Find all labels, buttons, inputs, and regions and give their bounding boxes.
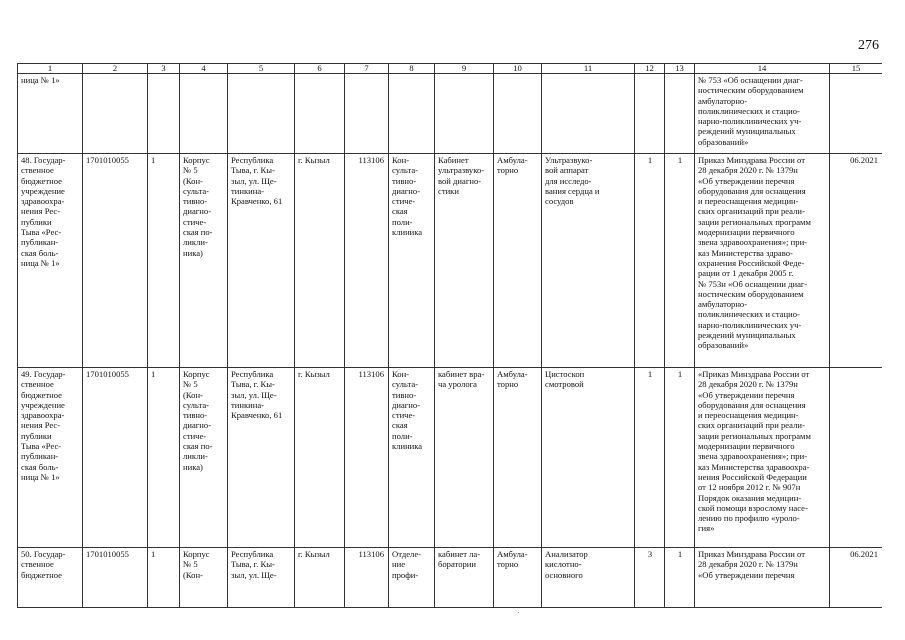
scan-speck bbox=[518, 612, 519, 613]
column-number: 10 bbox=[494, 64, 542, 74]
code-cell: 1701010055 bbox=[83, 548, 148, 608]
city-cell bbox=[295, 74, 345, 154]
equipment-cell bbox=[542, 74, 635, 154]
oktmo-cell: 113106 bbox=[345, 154, 389, 368]
oktmo-cell bbox=[345, 74, 389, 154]
page-number: 276 bbox=[858, 38, 879, 53]
column-number: 13 bbox=[665, 64, 695, 74]
code-cell: 1701010055 bbox=[83, 368, 148, 548]
column-number: 14 bbox=[695, 64, 830, 74]
column-number: 1 bbox=[18, 64, 83, 74]
address-cell: Республика Тыва, г. Кы- зыл, ул. Ще- тинкина- Кравченко, 61 bbox=[228, 368, 295, 548]
column-number: 2 bbox=[83, 64, 148, 74]
date-cell: 06.2021 bbox=[830, 154, 883, 368]
equipment-table-container bbox=[17, 63, 882, 640]
column-number-row bbox=[18, 64, 883, 74]
qty-cell: 1 bbox=[635, 154, 665, 368]
col3-cell: 1 bbox=[148, 154, 180, 368]
column-number: 15 bbox=[830, 64, 883, 74]
date-cell bbox=[830, 368, 883, 548]
care-type-cell: Амбула- торно bbox=[494, 368, 542, 548]
equipment-cell: Ультразвуко- вой аппарат для исследо- вания сердца и сосудов bbox=[542, 154, 635, 368]
legal-basis-cell: № 753 «Об оснащении диаг- ностическим оборудованием амбулаторно- поликлинических и стацио- нарно-поликлинических уч- реждений муниципальных образований» bbox=[695, 74, 830, 154]
building-cell: Корпус № 5 (Кон- сульта- тивно- диагно- стиче- ская по- ликли- ника) bbox=[180, 154, 228, 368]
column-number: 4 bbox=[180, 64, 228, 74]
legal-basis-cell: Приказ Минздрава России от 28 декабря 2020 г. № 1379н «Об утверждении перечня оборудования для оснащения и переоснащения медицин- ских организаций при реали- зации региональных программ модернизации первичного звена здравоохранения»; при- каз Министерства здраво- охранения Российской Феде- рации от 1 декабря 2005 г. № 753н «Об оснащении диаг- ностическим оборудованием амбулаторно- поликлинических и стацио- нарно-поликлинических уч- реждений муниципальных образований» bbox=[695, 154, 830, 368]
oktmo-cell: 113106 bbox=[345, 368, 389, 548]
table-row bbox=[18, 154, 883, 368]
institution-cell: 49. Государ- ственное бюджетное учреждение здравоохра- нения Рес- публики Тыва «Рес- публикан- ская боль- ница № 1» bbox=[18, 368, 83, 548]
address-cell: Республика Тыва, г. Кы- зыл, ул. Ще- bbox=[228, 548, 295, 608]
column-number: 7 bbox=[345, 64, 389, 74]
column-number: 8 bbox=[389, 64, 435, 74]
table-row bbox=[18, 74, 883, 154]
col3-cell: 1 bbox=[148, 548, 180, 608]
date-cell: 06.2021 bbox=[830, 548, 883, 608]
column-number: 5 bbox=[228, 64, 295, 74]
institution-cell: ница № 1» bbox=[18, 74, 83, 154]
code-cell bbox=[83, 74, 148, 154]
city-cell: г. Кызыл bbox=[295, 548, 345, 608]
address-cell bbox=[228, 74, 295, 154]
care-type-cell: Амбула- торно bbox=[494, 548, 542, 608]
room-cell bbox=[435, 74, 494, 154]
qty2-cell: 1 bbox=[665, 548, 695, 608]
building-cell: Корпус № 5 (Кон- сульта- тивно- диагно- стиче- ская по- ликли- ника) bbox=[180, 368, 228, 548]
legal-basis-cell: «Приказ Минздрава России от 28 декабря 2020 г. № 1379н «Об утверждении перечня оборудования для оснащения и переоснащения медицин- ских организаций при реали- зации региональных программ модернизации первичного звена здравоохранения»; при- каз Министерства здравоохра- нения Российской Федерации от 12 ноября 2012 г. № 907н Порядок оказания медицин- ской помощи взрослому насе- лению по профилю «уроло- гия» bbox=[695, 368, 830, 548]
care-type-cell bbox=[494, 74, 542, 154]
care-type-cell: Амбула- торно bbox=[494, 154, 542, 368]
qty2-cell: 1 bbox=[665, 154, 695, 368]
address-cell: Республика Тыва, г. Кы- зыл, ул. Ще- тинкина- Кравченко, 61 bbox=[228, 154, 295, 368]
equipment-table bbox=[17, 63, 882, 608]
legal-basis-cell: Приказ Минздрава России от 28 декабря 2020 г. № 1379н «Об утверждении перечня bbox=[695, 548, 830, 608]
qty-cell: 3 bbox=[635, 548, 665, 608]
department-cell: Кон- сульта- тивно- диагно- стиче- ская поли- клиника bbox=[389, 154, 435, 368]
department-cell: Отделе- ние профи- bbox=[389, 548, 435, 608]
room-cell: Кабинет ультразвуко- вой диагно- стики bbox=[435, 154, 494, 368]
table-row bbox=[18, 548, 883, 608]
column-number: 11 bbox=[542, 64, 635, 74]
institution-cell: 48. Государ- ственное бюджетное учреждение здравоохра- нения Рес- публики Тыва «Рес- публикан- ская боль- ница № 1» bbox=[18, 154, 83, 368]
qty2-cell: 1 bbox=[665, 368, 695, 548]
qty-cell: 1 bbox=[635, 368, 665, 548]
column-number: 12 bbox=[635, 64, 665, 74]
qty2-cell bbox=[665, 74, 695, 154]
city-cell: г. Кызыл bbox=[295, 368, 345, 548]
department-cell bbox=[389, 74, 435, 154]
equipment-cell: Анализатор кислотно- основного bbox=[542, 548, 635, 608]
code-cell: 1701010055 bbox=[83, 154, 148, 368]
equipment-cell: Цистоскоп смотровой bbox=[542, 368, 635, 548]
column-number: 9 bbox=[435, 64, 494, 74]
city-cell: г. Кызыл bbox=[295, 154, 345, 368]
date-cell bbox=[830, 74, 883, 154]
room-cell: кабинет вра- ча уролога bbox=[435, 368, 494, 548]
department-cell: Кон- сульта- тивно- диагно- стиче- ская поли- клиника bbox=[389, 368, 435, 548]
room-cell: кабинет ла- боратории bbox=[435, 548, 494, 608]
column-number: 3 bbox=[148, 64, 180, 74]
column-number: 6 bbox=[295, 64, 345, 74]
qty-cell bbox=[635, 74, 665, 154]
table-row bbox=[18, 368, 883, 548]
institution-cell: 50. Государ- ственное бюджетное bbox=[18, 548, 83, 608]
col3-cell bbox=[148, 74, 180, 154]
col3-cell: 1 bbox=[148, 368, 180, 548]
building-cell bbox=[180, 74, 228, 154]
oktmo-cell: 113106 bbox=[345, 548, 389, 608]
building-cell: Корпус № 5 (Кон- bbox=[180, 548, 228, 608]
